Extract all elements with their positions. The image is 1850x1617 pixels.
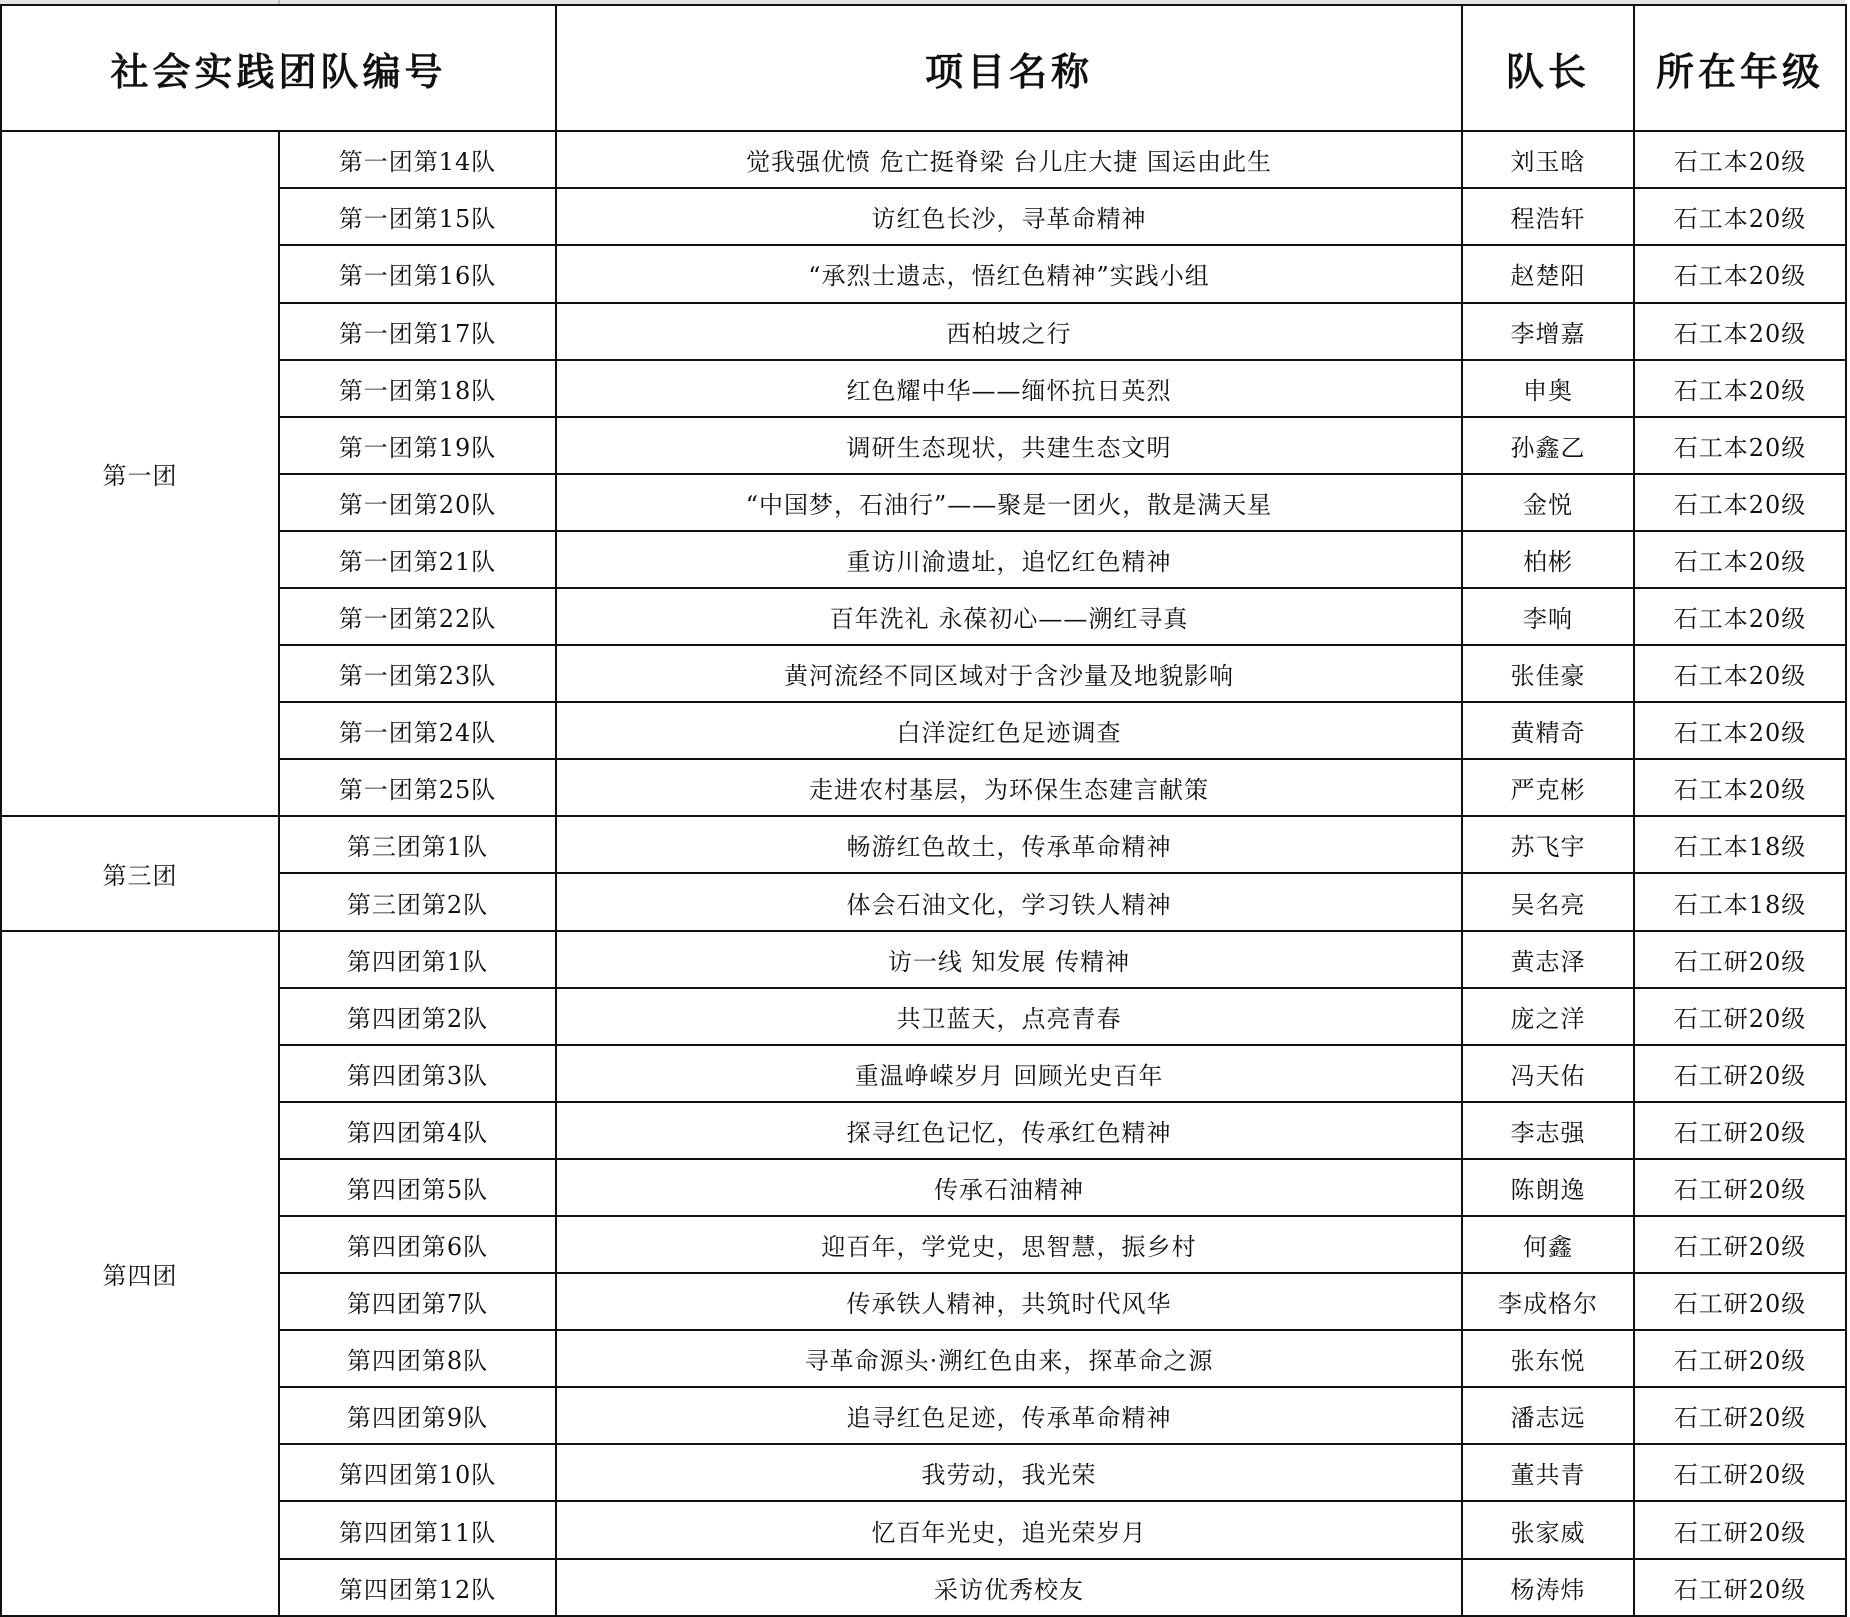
leader-cell: 董共青 <box>1462 1444 1634 1501</box>
team-code-cell: 第四团第7队 <box>279 1273 556 1330</box>
leader-cell: 何鑫 <box>1462 1216 1634 1273</box>
team-code-cell: 第四团第4队 <box>279 1102 556 1159</box>
project-name-cell: 重温峥嵘岁月 回顾光史百年 <box>556 1045 1462 1102</box>
leader-cell: 李志强 <box>1462 1102 1634 1159</box>
leader-cell: 赵楚阳 <box>1462 245 1634 302</box>
leader-cell: 张佳豪 <box>1462 645 1634 702</box>
grade-cell: 石工本20级 <box>1634 531 1846 588</box>
team-code-cell: 第四团第5队 <box>279 1159 556 1216</box>
team-code-cell: 第四团第2队 <box>279 988 556 1045</box>
project-name-cell: 百年洗礼 永葆初心——溯红寻真 <box>556 588 1462 645</box>
project-name-cell: 西柏坡之行 <box>556 303 1462 360</box>
leader-cell: 张家威 <box>1462 1501 1634 1558</box>
project-name-cell: 采访优秀校友 <box>556 1559 1462 1616</box>
leader-cell: 程浩轩 <box>1462 188 1634 245</box>
team-code-cell: 第一团第21队 <box>279 531 556 588</box>
grade-cell: 石工本20级 <box>1634 588 1846 645</box>
group-name-cell: 第一团 <box>1 131 279 816</box>
project-name-cell: 体会石油文化，学习铁人精神 <box>556 873 1462 930</box>
grade-cell: 石工本18级 <box>1634 816 1846 873</box>
team-code-cell: 第一团第23队 <box>279 645 556 702</box>
grade-cell: 石工研20级 <box>1634 1273 1846 1330</box>
project-name-cell: 忆百年光史，追光荣岁月 <box>556 1501 1462 1558</box>
header-leader: 队长 <box>1462 5 1634 131</box>
grade-cell: 石工研20级 <box>1634 1216 1846 1273</box>
table-body <box>1 5 1846 1616</box>
team-code-cell: 第一团第20队 <box>279 474 556 531</box>
leader-cell: 苏飞宇 <box>1462 816 1634 873</box>
project-name-cell: 访红色长沙，寻革命精神 <box>556 188 1462 245</box>
project-name-cell: “承烈士遗志，悟红色精神”实践小组 <box>556 245 1462 302</box>
team-code-cell: 第一团第14队 <box>279 131 556 188</box>
project-name-cell: 追寻红色足迹，传承革命精神 <box>556 1387 1462 1444</box>
header-row <box>1 5 1846 131</box>
grade-cell: 石工本20级 <box>1634 188 1846 245</box>
header-project: 项目名称 <box>556 5 1462 131</box>
grade-cell: 石工研20级 <box>1634 1387 1846 1444</box>
team-code-cell: 第四团第3队 <box>279 1045 556 1102</box>
leader-cell: 张东悦 <box>1462 1330 1634 1387</box>
team-code-cell: 第四团第10队 <box>279 1444 556 1501</box>
grade-cell: 石工本20级 <box>1634 702 1846 759</box>
leader-cell: 陈朗逸 <box>1462 1159 1634 1216</box>
leader-cell: 杨涛炜 <box>1462 1559 1634 1616</box>
leader-cell: 柏彬 <box>1462 531 1634 588</box>
grade-cell: 石工本18级 <box>1634 873 1846 930</box>
grade-cell: 石工本20级 <box>1634 360 1846 417</box>
grade-cell: 石工研20级 <box>1634 1559 1846 1616</box>
table-row <box>1 931 1846 988</box>
project-name-cell: “中国梦，石油行”——聚是一团火，散是满天星 <box>556 474 1462 531</box>
grade-cell: 石工本20级 <box>1634 474 1846 531</box>
team-code-cell: 第三团第2队 <box>279 873 556 930</box>
project-name-cell: 白洋淀红色足迹调查 <box>556 702 1462 759</box>
leader-cell: 潘志远 <box>1462 1387 1634 1444</box>
grade-cell: 石工研20级 <box>1634 1045 1846 1102</box>
grade-cell: 石工本20级 <box>1634 131 1846 188</box>
leader-cell: 庞之洋 <box>1462 988 1634 1045</box>
grade-cell: 石工本20级 <box>1634 645 1846 702</box>
leader-cell: 李增嘉 <box>1462 303 1634 360</box>
project-name-cell: 畅游红色故土，传承革命精神 <box>556 816 1462 873</box>
grade-cell: 石工研20级 <box>1634 1159 1846 1216</box>
project-name-cell: 访一线 知发展 传精神 <box>556 931 1462 988</box>
grade-cell: 石工研20级 <box>1634 931 1846 988</box>
project-name-cell: 寻革命源头·溯红色由来，探革命之源 <box>556 1330 1462 1387</box>
project-name-cell: 共卫蓝天，点亮青春 <box>556 988 1462 1045</box>
project-name-cell: 我劳动，我光荣 <box>556 1444 1462 1501</box>
leader-cell: 黄精奇 <box>1462 702 1634 759</box>
team-code-cell: 第四团第9队 <box>279 1387 556 1444</box>
leader-cell: 冯天佑 <box>1462 1045 1634 1102</box>
practice-team-table <box>0 4 1847 1617</box>
team-code-cell: 第四团第11队 <box>279 1501 556 1558</box>
header-grade: 所在年级 <box>1634 5 1846 131</box>
team-code-cell: 第四团第8队 <box>279 1330 556 1387</box>
team-code-cell: 第四团第12队 <box>279 1559 556 1616</box>
leader-cell: 黄志泽 <box>1462 931 1634 988</box>
project-name-cell: 重访川渝遗址，追忆红色精神 <box>556 531 1462 588</box>
team-code-cell: 第四团第1队 <box>279 931 556 988</box>
grade-cell: 石工本20级 <box>1634 245 1846 302</box>
team-code-cell: 第三团第1队 <box>279 816 556 873</box>
team-code-cell: 第一团第22队 <box>279 588 556 645</box>
project-name-cell: 传承石油精神 <box>556 1159 1462 1216</box>
project-name-cell: 迎百年，学党史，思智慧，振乡村 <box>556 1216 1462 1273</box>
grade-cell: 石工本20级 <box>1634 759 1846 816</box>
leader-cell: 吴名亮 <box>1462 873 1634 930</box>
project-name-cell: 探寻红色记忆，传承红色精神 <box>556 1102 1462 1159</box>
leader-cell: 严克彬 <box>1462 759 1634 816</box>
grade-cell: 石工研20级 <box>1634 1102 1846 1159</box>
grade-cell: 石工研20级 <box>1634 1444 1846 1501</box>
grade-cell: 石工研20级 <box>1634 1330 1846 1387</box>
grade-cell: 石工研20级 <box>1634 988 1846 1045</box>
team-code-cell: 第一团第15队 <box>279 188 556 245</box>
grade-cell: 石工本20级 <box>1634 417 1846 474</box>
grade-cell: 石工本20级 <box>1634 303 1846 360</box>
team-code-cell: 第一团第25队 <box>279 759 556 816</box>
leader-cell: 李成格尔 <box>1462 1273 1634 1330</box>
group-name-cell: 第三团 <box>1 816 279 930</box>
leader-cell: 刘玉晗 <box>1462 131 1634 188</box>
project-name-cell: 走进农村基层，为环保生态建言献策 <box>556 759 1462 816</box>
leader-cell: 孙鑫乙 <box>1462 417 1634 474</box>
team-code-cell: 第一团第16队 <box>279 245 556 302</box>
project-name-cell: 黄河流经不同区域对于含沙量及地貌影响 <box>556 645 1462 702</box>
group-name-cell: 第四团 <box>1 931 279 1616</box>
team-code-cell: 第四团第6队 <box>279 1216 556 1273</box>
leader-cell: 李响 <box>1462 588 1634 645</box>
leader-cell: 金悦 <box>1462 474 1634 531</box>
team-code-cell: 第一团第17队 <box>279 303 556 360</box>
table-row <box>1 131 1846 188</box>
project-name-cell: 调研生态现状，共建生态文明 <box>556 417 1462 474</box>
project-name-cell: 红色耀中华——缅怀抗日英烈 <box>556 360 1462 417</box>
team-code-cell: 第一团第18队 <box>279 360 556 417</box>
team-code-cell: 第一团第19队 <box>279 417 556 474</box>
project-name-cell: 觉我强优愤 危亡挺脊梁 台儿庄大捷 国运由此生 <box>556 131 1462 188</box>
table-row <box>1 816 1846 873</box>
team-code-cell: 第一团第24队 <box>279 702 556 759</box>
header-team-code: 社会实践团队编号 <box>1 5 556 131</box>
project-name-cell: 传承铁人精神，共筑时代风华 <box>556 1273 1462 1330</box>
grade-cell: 石工研20级 <box>1634 1501 1846 1558</box>
leader-cell: 申奥 <box>1462 360 1634 417</box>
